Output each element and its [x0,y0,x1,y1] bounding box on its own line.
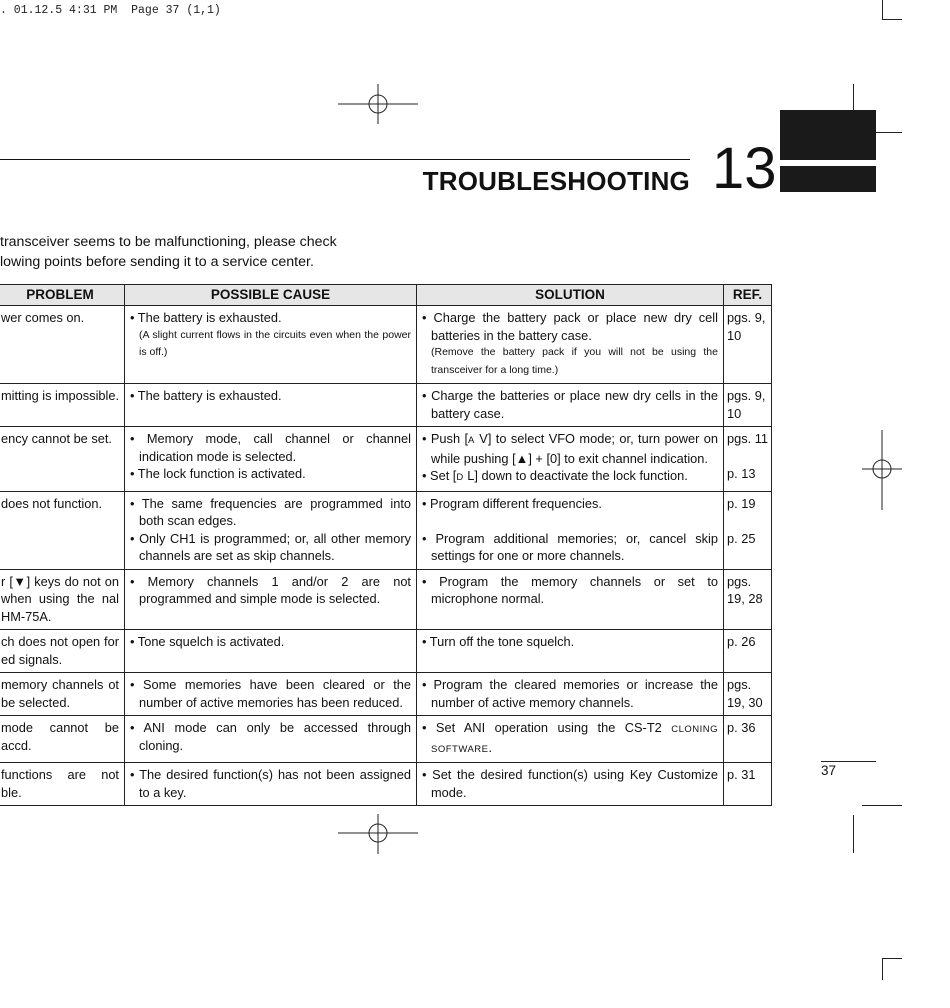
problem-cell: functions are not ble. [0,763,125,806]
problem-cell: memory channels ot be selected. [0,673,125,716]
ref-cell: pgs. 9, 10 [724,306,772,384]
intro-text [0,232,380,272]
troubleshooting-table [0,284,772,806]
solution-cell: • Turn off the tone squelch. [417,630,724,673]
cause-cell: • Memory mode, call channel or channel indication mode is selected. • The lock function is activated. [125,427,417,492]
solution-cell: • Push [A V] to select VFO mode; or, turn power on while pushing [▲] + [0] to exit channel indication. • Set [D L] down to deactivate the lock function. [417,427,724,492]
ref-cell: p. 36 [724,716,772,763]
title-rule [0,159,690,160]
solution-cell: • Set ANI operation using the CS-T2 CLONING SOFTWARE. [417,716,724,763]
solution-cell: • Program the cleared memories or increase the number of active memory channels. [417,673,724,716]
ref-cell: pgs. 11 p. 13 [724,427,772,492]
page-title: TROUBLESHOOTING [422,166,690,196]
registration-mark-bottom [338,812,418,854]
intro-line: transceiver seems to be malfunctioning, please check [0,234,337,250]
solution-cell: • Charge the batteries or place new dry cells in the battery case. [417,384,724,427]
cause-cell: • Memory channels 1 and/or 2 are not programmed and simple mode is selected. [125,569,417,630]
solution-cell: • Charge the battery pack or place new dry cell batteries in the battery case. (Remove the battery pack if you will not be using the transceiver for a long time.) [417,306,724,384]
header-ref: REF. [724,285,772,306]
header-possible-cause: POSSIBLE CAUSE [125,285,417,306]
problem-cell: wer comes on. [0,306,125,384]
chapter-number: 13 [712,136,777,201]
table-row [0,630,772,673]
table-row [0,763,772,806]
header-solution: SOLUTION [417,285,724,306]
problem-cell: ency cannot be set. [0,427,125,492]
problem-cell: does not function. [0,491,125,569]
ref-cell: p. 31 [724,763,772,806]
solution-cell: • Set the desired function(s) using Key Customize mode. [417,763,724,806]
ref-cell: pgs. 19, 28 [724,569,772,630]
cause-cell: • ANI mode can only be accessed through cloning. [125,716,417,763]
table-row [0,384,772,427]
cause-cell: • The battery is exhausted. [125,384,417,427]
cause-cell: • The desired function(s) has not been assigned to a key. [125,763,417,806]
table-row [0,306,772,384]
ref-cell: p. 19 p. 25 [724,491,772,569]
ref-cell: pgs. 9, 10 [724,384,772,427]
registration-mark-right [862,430,902,510]
ref-cell: p. 26 [724,630,772,673]
ref-cell: pgs. 19, 30 [724,673,772,716]
problem-cell: mitting is impossible. [0,384,125,427]
table-row [0,716,772,763]
solution-cell: • Program different frequencies. • Program additional memories; or, cancel skip settings for one or more channels. [417,491,724,569]
page-number: 37 [821,763,837,778]
table-row [0,427,772,492]
header-problem: PROBLEM [0,285,125,306]
table-header-row [0,285,772,306]
solution-cell: • Program the memory channels or set to microphone normal. [417,569,724,630]
cause-cell: • Some memories have been cleared or the number of active memories has been reduced. [125,673,417,716]
page-number-rule [821,761,876,762]
cause-cell: • The battery is exhausted. (A slight current flows in the circuits even when the power is off.) [125,306,417,384]
print-stamp: . 01.12.5 4:31 PM Page 37 (1,1) [0,4,221,17]
problem-cell: ch does not open for ed signals. [0,630,125,673]
problem-cell: r [▼] keys do not on when using the nal HM-75A. [0,569,125,630]
chapter-tab-lower [780,166,876,192]
intro-line: lowing points before sending it to a service center. [0,254,314,270]
chapter-tab-upper [780,110,876,160]
cause-cell: • The same frequencies are programmed into both scan edges. • Only CH1 is programmed; or, all other memory channels are set as skip channels. [125,491,417,569]
cause-cell: • Tone squelch is activated. [125,630,417,673]
registration-mark-top [338,84,418,126]
table-row [0,491,772,569]
table-row [0,569,772,630]
problem-cell: mode cannot be accd. [0,716,125,763]
table-row [0,673,772,716]
